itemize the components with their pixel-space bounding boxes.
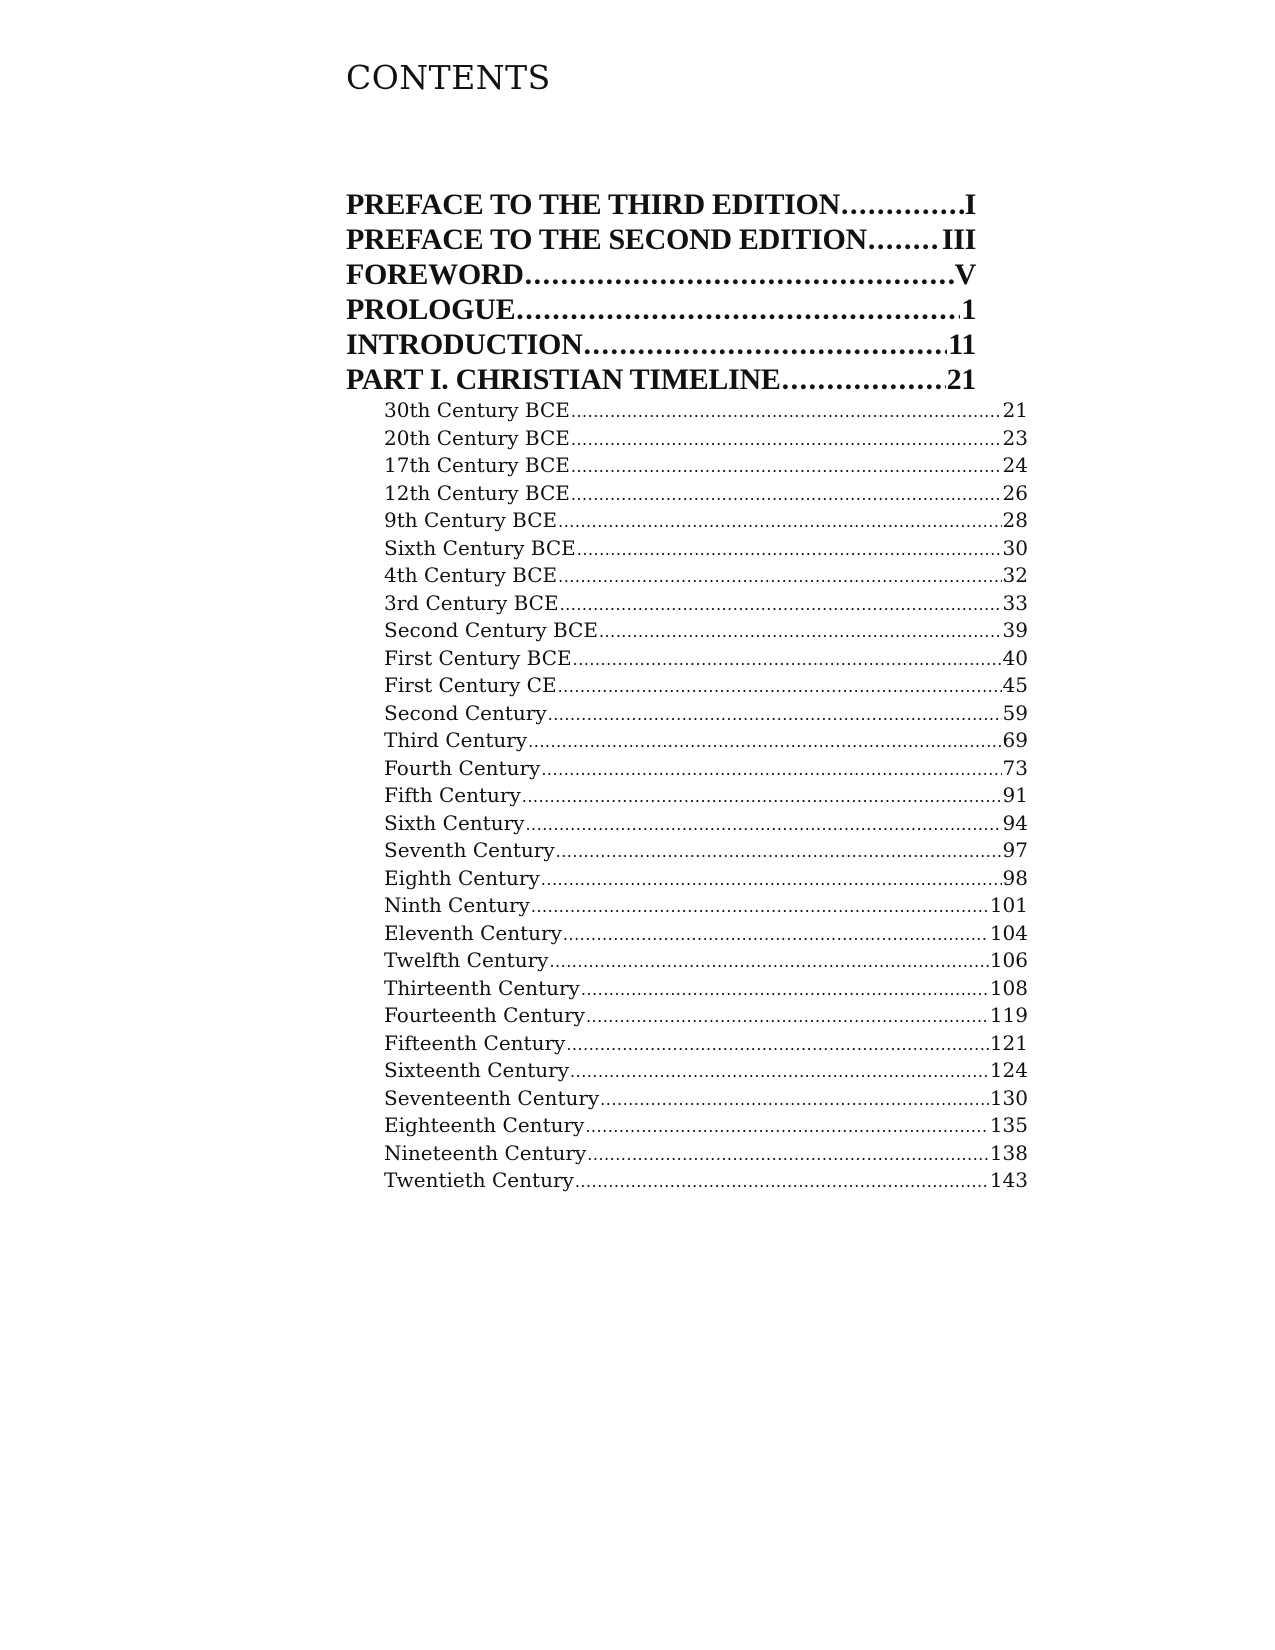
dot-leader [525, 815, 1001, 834]
toc-entry-label: PREFACE TO THE THIRD EDITION [346, 188, 840, 221]
toc-subentry-label: Eleventh Century [384, 920, 562, 945]
toc-subentry-label: 4th Century BCE [384, 563, 558, 587]
dot-leader [571, 457, 1002, 476]
toc-subentry-page: 39 [1002, 618, 1028, 642]
toc-subentry[interactable] [384, 673, 1028, 701]
toc-entry-page: V [954, 258, 976, 291]
toc-subentry[interactable] [384, 536, 1028, 564]
toc-subentry-page: 26 [1002, 480, 1028, 505]
toc-subentry-label: 3rd Century BCE [384, 590, 559, 615]
toc-subentry-label: Sixth Century [384, 810, 525, 835]
toc-subentry-page: 143 [989, 1168, 1028, 1192]
toc-subentry-page: 98 [1002, 865, 1028, 890]
toc-subentry-page: 40 [1002, 645, 1028, 670]
toc-subentry-label: Eighteenth Century [384, 1113, 585, 1137]
toc-subentry[interactable] [384, 481, 1028, 509]
toc-subentry-label: Fifteenth Century [384, 1030, 566, 1055]
dot-leader [566, 1035, 988, 1054]
toc-subentry-page: 23 [1002, 425, 1028, 450]
toc-subentry-page: 69 [1002, 728, 1028, 752]
toc-entry[interactable] [346, 223, 976, 258]
dot-leader [531, 897, 989, 916]
dot-leader [586, 1007, 989, 1026]
toc-subentry[interactable] [384, 563, 1028, 591]
dot-leader [522, 787, 1002, 806]
toc-subentry-page: 124 [989, 1058, 1028, 1082]
toc-subentry[interactable] [384, 398, 1028, 426]
toc-subentry-page: 104 [989, 920, 1028, 945]
toc-subentry[interactable] [384, 646, 1028, 674]
dot-leader [571, 430, 1002, 449]
toc-subentry-label: Eighth Century [384, 865, 540, 890]
dot-leader [782, 363, 946, 397]
toc-subentry-page: 138 [989, 1140, 1028, 1165]
toc-subentry-label: 17th Century BCE [384, 453, 570, 477]
dot-leader [528, 732, 1001, 751]
toc-subentry-label: Thirteenth Century [384, 975, 580, 1000]
toc-subentry[interactable] [384, 921, 1028, 949]
dot-leader [581, 980, 989, 999]
toc-subentry-page: 24 [1002, 453, 1028, 477]
toc-subentry-label: 20th Century BCE [384, 425, 570, 450]
table-of-contents [346, 188, 1028, 1196]
toc-subentry-page: 32 [1002, 563, 1028, 587]
toc-subentry[interactable] [384, 453, 1028, 481]
dot-leader [560, 595, 1002, 614]
dot-leader [525, 258, 954, 292]
dot-leader [583, 328, 947, 362]
toc-subentry[interactable] [384, 756, 1028, 784]
dot-leader [558, 677, 1002, 696]
toc-entry[interactable] [346, 258, 976, 293]
toc-entry[interactable] [346, 363, 976, 398]
toc-subentry-page: 135 [989, 1113, 1028, 1137]
toc-subentry[interactable] [384, 783, 1028, 811]
dot-leader [600, 1090, 989, 1109]
toc-entry[interactable] [346, 188, 976, 223]
toc-subentry[interactable] [384, 976, 1028, 1004]
page-title: CONTENTS [346, 58, 551, 97]
toc-subentry-label: First Century BCE [384, 645, 572, 670]
toc-entry-label: INTRODUCTION [346, 328, 583, 361]
toc-subentry-label: Sixth Century BCE [384, 535, 576, 560]
dot-leader [570, 1062, 989, 1081]
toc-subentry-label: 12th Century BCE [384, 480, 570, 505]
dot-leader [516, 293, 960, 327]
toc-subentry-page: 119 [989, 1003, 1028, 1027]
toc-subentry-label: Seventh Century [384, 838, 555, 862]
dot-leader [563, 925, 989, 944]
toc-subentry[interactable] [384, 426, 1028, 454]
toc-subentry-label: Third Century [384, 728, 528, 752]
toc-entry[interactable] [346, 328, 976, 363]
dot-leader [541, 870, 1002, 889]
toc-entry-page: I [964, 188, 976, 221]
toc-subentry[interactable] [384, 508, 1028, 536]
toc-subentry[interactable] [384, 591, 1028, 619]
toc-subentry-label: Fifth Century [384, 783, 521, 807]
toc-subentry-page: 130 [989, 1085, 1028, 1110]
dot-leader [599, 622, 1002, 641]
toc-subentry-label: First Century CE [384, 673, 557, 697]
toc-subentry-page: 45 [1002, 673, 1028, 697]
toc-subentry[interactable] [384, 866, 1028, 894]
toc-subentry[interactable] [384, 1141, 1028, 1169]
dot-leader [868, 223, 941, 257]
toc-subentry-page: 106 [989, 948, 1028, 972]
toc-entry-page: 11 [948, 328, 976, 361]
toc-subentry[interactable] [384, 893, 1028, 921]
toc-subentry-label: Nineteenth Century [384, 1140, 587, 1165]
toc-subentry[interactable] [384, 1058, 1028, 1086]
toc-subentry-page: 30 [1002, 535, 1028, 560]
toc-subentry-page: 33 [1002, 590, 1028, 615]
toc-subentry[interactable] [384, 1003, 1028, 1031]
toc-entry-label: FOREWORD [346, 258, 524, 291]
major-entries [346, 188, 986, 398]
dot-leader [573, 650, 1002, 669]
toc-subentry-label: Twentieth Century [384, 1168, 574, 1192]
toc-subentry[interactable] [384, 618, 1028, 646]
dot-leader [558, 567, 1001, 586]
toc-subentry-page: 59 [1002, 700, 1028, 725]
toc-entry[interactable] [346, 293, 976, 328]
toc-subentry-label: Second Century BCE [384, 618, 598, 642]
toc-entry-label: PROLOGUE [346, 293, 516, 326]
toc-subentry-page: 28 [1002, 508, 1028, 532]
toc-subentry-page: 121 [989, 1030, 1028, 1055]
toc-subentry-label: Second Century [384, 700, 547, 725]
dot-leader [571, 402, 1002, 421]
toc-subentry[interactable] [384, 948, 1028, 976]
dot-leader [548, 705, 1002, 724]
dot-leader [575, 1172, 989, 1191]
toc-entry-label: PART I. CHRISTIAN TIMELINE [346, 363, 781, 396]
minor-entries [384, 398, 1028, 1196]
toc-entry-page: III [941, 223, 976, 256]
dot-leader [541, 760, 1001, 779]
toc-subentry-page: 21 [1002, 398, 1028, 422]
dot-leader [549, 952, 988, 971]
toc-subentry-label: Twelfth Century [384, 948, 549, 972]
toc-entry-page: 21 [946, 363, 976, 396]
toc-subentry-page: 108 [989, 975, 1028, 1000]
toc-entry-page: 1 [961, 293, 976, 326]
toc-subentry-page: 101 [989, 893, 1028, 917]
toc-entry-label: PREFACE TO THE SECOND EDITION [346, 223, 867, 256]
dot-leader [585, 1117, 988, 1136]
dot-leader [577, 540, 1002, 559]
toc-subentry[interactable] [384, 1031, 1028, 1059]
toc-subentry-page: 73 [1002, 755, 1028, 780]
toc-subentry[interactable] [384, 1086, 1028, 1114]
toc-subentry-page: 94 [1002, 810, 1028, 835]
toc-subentry[interactable] [384, 1168, 1028, 1196]
toc-subentry[interactable] [384, 701, 1028, 729]
dot-leader [556, 842, 1002, 861]
toc-subentry-label: Fourth Century [384, 755, 541, 780]
toc-subentry-label: 9th Century BCE [384, 508, 558, 532]
toc-subentry[interactable] [384, 838, 1028, 866]
toc-subentry[interactable] [384, 1113, 1028, 1141]
dot-leader [841, 188, 964, 222]
toc-subentry-page: 97 [1002, 838, 1028, 862]
toc-subentry-label: Sixteenth Century [384, 1058, 570, 1082]
toc-subentry-label: Ninth Century [384, 893, 530, 917]
toc-subentry[interactable] [384, 811, 1028, 839]
toc-subentry-label: 30th Century BCE [384, 398, 570, 422]
dot-leader [558, 512, 1001, 531]
toc-subentry[interactable] [384, 728, 1028, 756]
dot-leader [587, 1145, 989, 1164]
toc-subentry-label: Fourteenth Century [384, 1003, 585, 1027]
toc-subentry-label: Seventeenth Century [384, 1085, 600, 1110]
toc-subentry-page: 91 [1002, 783, 1028, 807]
dot-leader [571, 485, 1002, 504]
